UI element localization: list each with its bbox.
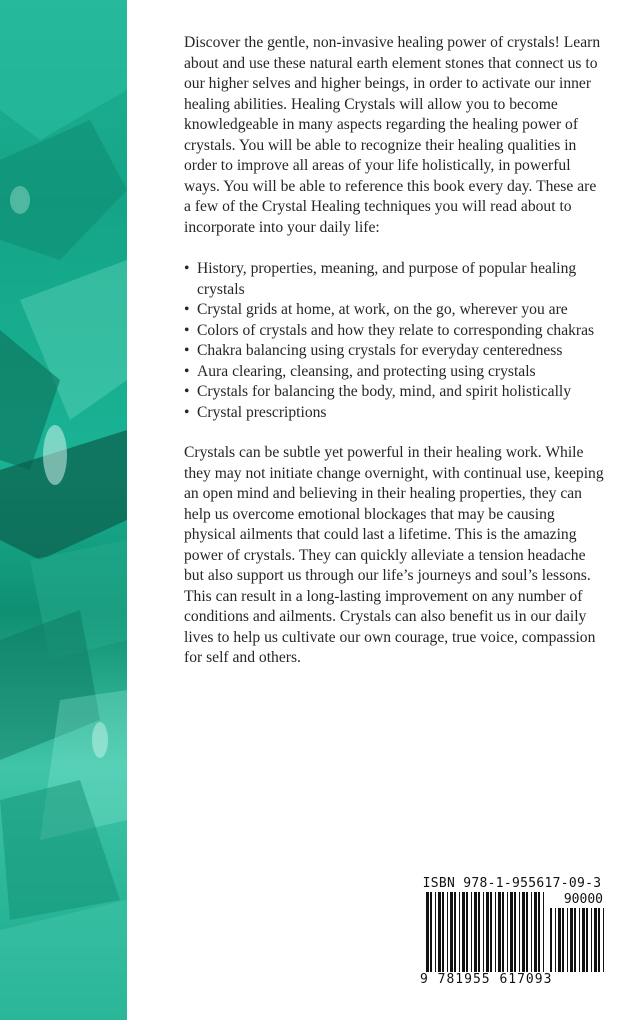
- barcode-bar: [486, 892, 489, 972]
- barcode-bar: [603, 908, 604, 972]
- bullet-icon: •: [184, 403, 190, 421]
- price-code: 90000: [563, 892, 603, 907]
- barcode-bar: [490, 892, 492, 972]
- barcode-bar: [447, 892, 448, 972]
- bullet-icon: •: [184, 383, 190, 400]
- bullet-icon: •: [184, 321, 190, 339]
- barcode-bar: [478, 892, 480, 972]
- barcode-bar: [459, 892, 460, 972]
- barcode-bar: [435, 892, 436, 972]
- list-item: • Chakra balancing using crystals for everyday centeredness: [184, 341, 604, 362]
- bullet-icon: •: [184, 342, 190, 359]
- barcode-bar: [567, 908, 568, 972]
- barcode-bar: [442, 892, 444, 972]
- barcode-bar: [450, 892, 453, 972]
- barcode-bar: [582, 908, 585, 972]
- barcode-bar: [555, 908, 556, 972]
- bullet-icon: •: [184, 301, 190, 318]
- barcode-bar: [570, 908, 573, 972]
- barcode-bar: [498, 892, 501, 972]
- barcode-bar: [522, 892, 525, 972]
- barcode-bar: [426, 892, 429, 972]
- barcode-bar: [514, 892, 516, 972]
- barcode-bar: [466, 892, 468, 972]
- list-item: • Colors of crystals and how they relate to corresponding chakras: [184, 321, 604, 342]
- barcode-bar: [507, 892, 508, 972]
- isbn-label: ISBN 978-1-955617-09-3: [422, 876, 602, 891]
- barcode-bar: [454, 892, 456, 972]
- barcode-bar: [526, 892, 528, 972]
- barcode-bar: [471, 892, 472, 972]
- barcode-bar: [483, 892, 484, 972]
- barcode-bar: [531, 892, 532, 972]
- list-item: • Crystal grids at home, at work, on the go, wherever you are: [184, 300, 604, 321]
- back-cover-text: [184, 33, 604, 669]
- barcode-bar: [598, 908, 600, 972]
- crystal-texture: [0, 0, 127, 1020]
- barcode-bar: [579, 908, 580, 972]
- barcode-bar: [586, 908, 588, 972]
- barcode-bar: [462, 892, 465, 972]
- barcode-bar: [558, 908, 561, 972]
- addon-barcode-bars: [550, 908, 605, 972]
- bullet-icon: •: [184, 362, 190, 380]
- barcode-bar: [562, 908, 564, 972]
- barcode-bar: [474, 892, 477, 972]
- crystal-image-strip: [0, 0, 127, 1020]
- barcode-bar: [510, 892, 513, 972]
- isbn-barcode: [418, 876, 606, 994]
- barcode-bar: [502, 892, 504, 972]
- barcode-bar: [538, 892, 540, 972]
- barcode-bar: [594, 908, 597, 972]
- closing-paragraph: Crystals can be subtle yet powerful in their healing work. While they may not initiate change overnight, with continual use, keeping an open mind and believing in their healing properties, they can help us overcome emotional blockages that may be causing physical ailments that could last a lifetime. This is the amazing power of crystals. They can quickly alleviate a tension headache but also support us through our life’s journeys and soul’s lessons. This can result in a long-lasting improvement on any number of conditions and ailments. Crystals can also benefit us in our daily lives to help us cultivate our own courage, true voice, compassion for self and others.: [184, 444, 604, 666]
- barcode-bar: [574, 908, 576, 972]
- barcode-bars: [426, 892, 546, 972]
- list-item: • History, properties, meaning, and purpose of popular healing crystals: [184, 260, 577, 298]
- barcode-number: 9 781955 617093: [420, 972, 553, 987]
- list-item: • Aura clearing, cleansing, and protecting using crystals: [184, 362, 604, 383]
- barcode-bar: [519, 892, 520, 972]
- barcode-bar: [543, 892, 544, 972]
- barcode-bar: [430, 892, 432, 972]
- bullet-icon: •: [184, 260, 190, 277]
- intro-paragraph: Discover the gentle, non-invasive healing power of crystals! Learn about and use these natural earth element stones that connect us to our higher selves and higher beings, in order to activate our inner healing abilities. Healing Crystals will allow you to become knowledgeable in many aspects regarding the healing power of crystals. You will be able to recognize their healing qualities in order to improve all areas of your life holistically, in powerful ways. You will be able to reference this book every day. These are a few of the Crystal Healing techniques you will read about to incorporate into your daily life:: [184, 34, 601, 236]
- technique-list: [184, 259, 604, 423]
- barcode-bar: [495, 892, 496, 972]
- list-item: • Crystals for balancing the body, mind, and spirit holistically: [184, 382, 604, 403]
- barcode-bar: [534, 892, 537, 972]
- barcode-bar: [591, 908, 592, 972]
- barcode-bar: [438, 892, 441, 972]
- barcode-bar: [550, 908, 552, 972]
- list-item: • Crystal prescriptions: [184, 403, 604, 424]
